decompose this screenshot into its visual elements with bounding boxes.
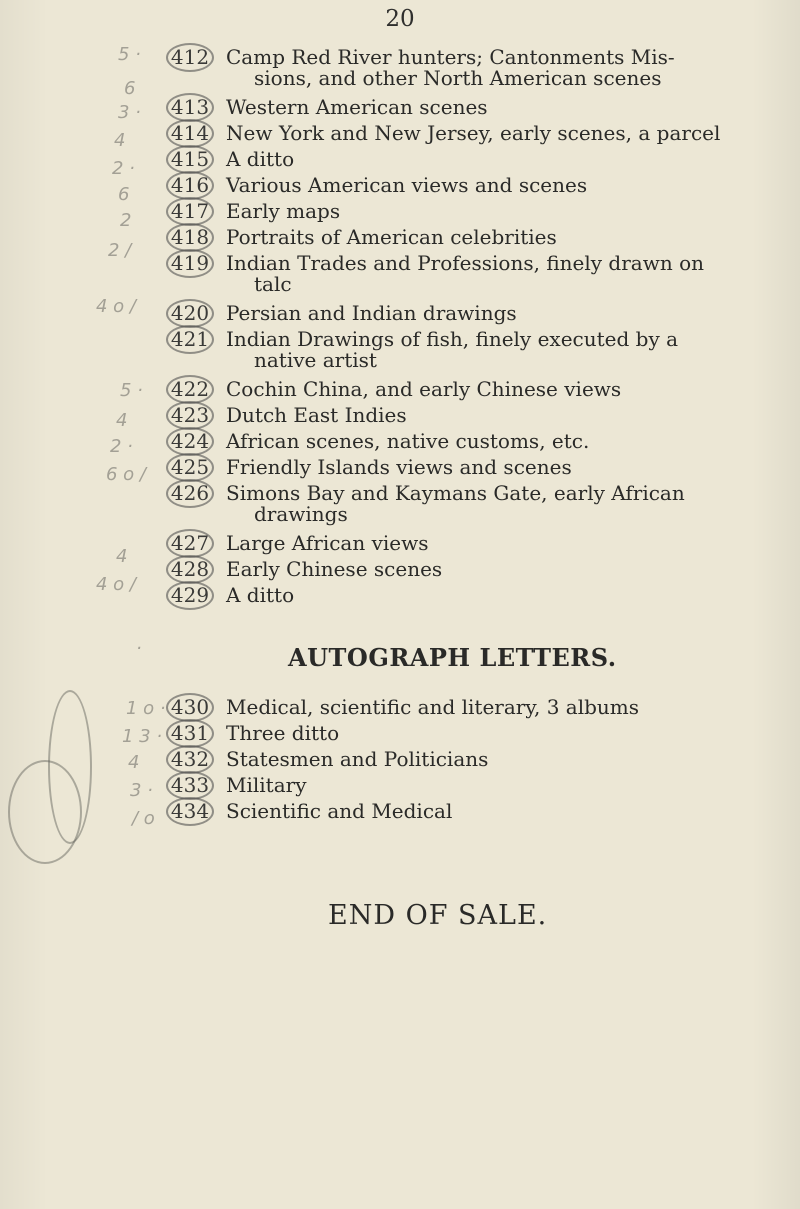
lot-description: Military: [226, 773, 307, 797]
pencil-mark: 6 o /: [106, 464, 146, 485]
lot-number: 412: [164, 46, 216, 68]
lot-description: Western American scenes: [226, 95, 488, 119]
lot-description: Dutch East Indies: [226, 403, 407, 427]
lot-description: Early maps: [226, 199, 341, 223]
pencil-mark: 4: [114, 130, 126, 151]
pencil-mark: 3 ·: [118, 102, 141, 123]
lot-number: 431: [164, 722, 216, 744]
lot-description-continuation: native artist: [254, 348, 377, 372]
pencil-mark: 5 ·: [120, 380, 143, 401]
lot-description: Camp Red River hunters; Cantonments Mis-: [226, 45, 675, 69]
lot-description-continuation: talc: [254, 272, 292, 296]
lot-number: 434: [164, 800, 216, 822]
lot-description: Indian Trades and Professions, finely drawn on: [226, 251, 704, 275]
pencil-mark: 5 ·: [118, 44, 141, 65]
lot-number: 416: [164, 174, 216, 196]
pencil-mark: 1 3 ·: [122, 726, 163, 747]
lot-number: 432: [164, 748, 216, 770]
pencil-mark: 2 ·: [112, 158, 135, 179]
lot-description: Early Chinese scenes: [226, 557, 443, 581]
pencil-mark: 2 ·: [110, 436, 133, 457]
lot-description: Statesmen and Politicians: [226, 747, 489, 771]
pencil-mark: 4: [116, 410, 128, 431]
lot-description: Three ditto: [226, 721, 340, 745]
lot-number: 428: [164, 558, 216, 580]
lot-description: Portraits of American celebrities: [226, 225, 557, 249]
pencil-mark: 3 ·: [130, 780, 153, 801]
lot-description: African scenes, native customs, etc.: [226, 429, 590, 453]
section-heading: AUTOGRAPH LETTERS.: [288, 643, 617, 672]
pencil-mark: 6: [124, 78, 136, 99]
pencil-mark: 2: [120, 210, 132, 231]
lot-description: Cochin China, and early Chinese views: [226, 377, 622, 401]
lot-number: 422: [164, 378, 216, 400]
pencil-mark: 4: [128, 752, 140, 773]
lot-number: 427: [164, 532, 216, 554]
lot-description: Various American views and scenes: [226, 173, 588, 197]
lot-description: Large African views: [226, 531, 429, 555]
lot-description: Indian Drawings of fish, finely executed by a: [226, 327, 679, 351]
end-of-sale-text: END OF SALE.: [328, 900, 548, 931]
lot-description: Simons Bay and Kaymans Gate, early African: [226, 481, 685, 505]
page-number: 20: [385, 6, 415, 32]
lot-description: Persian and Indian drawings: [226, 301, 517, 325]
pencil-mark: 4 o /: [96, 296, 136, 317]
lot-description: Scientific and Medical: [226, 799, 453, 823]
lot-number: 423: [164, 404, 216, 426]
lot-number: 417: [164, 200, 216, 222]
lot-number: 420: [164, 302, 216, 324]
lot-number: 415: [164, 148, 216, 170]
handwritten-margin-notes: [0, 0, 170, 900]
lot-number: 425: [164, 456, 216, 478]
pencil-mark: 1 o ·: [126, 698, 166, 719]
lot-description: New York and New Jersey, early scenes, a parcel: [226, 121, 721, 145]
lot-description: Friendly Islands views and scenes: [226, 455, 572, 479]
lot-number: 414: [164, 122, 216, 144]
pencil-mark: ·: [136, 638, 142, 659]
lot-number: 419: [164, 252, 216, 274]
lot-number: 424: [164, 430, 216, 452]
pencil-mark: 6: [118, 184, 130, 205]
lot-description: A ditto: [226, 147, 295, 171]
pencil-bracket: [8, 760, 82, 864]
lot-number: 430: [164, 696, 216, 718]
lot-number: 413: [164, 96, 216, 118]
lot-number: 426: [164, 482, 216, 504]
pencil-mark: / o: [132, 808, 155, 829]
lot-description: A ditto: [226, 583, 295, 607]
lot-description-continuation: sions, and other North American scenes: [254, 66, 662, 90]
lot-number: 433: [164, 774, 216, 796]
lot-number: 418: [164, 226, 216, 248]
lot-number: 421: [164, 328, 216, 350]
pencil-mark: 2 /: [108, 240, 132, 261]
lot-description: Medical, scientific and literary, 3 albums: [226, 695, 640, 719]
pencil-mark: 4 o /: [96, 574, 136, 595]
lot-number: 429: [164, 584, 216, 606]
lot-description-continuation: drawings: [254, 502, 348, 526]
pencil-mark: 4: [116, 546, 128, 567]
